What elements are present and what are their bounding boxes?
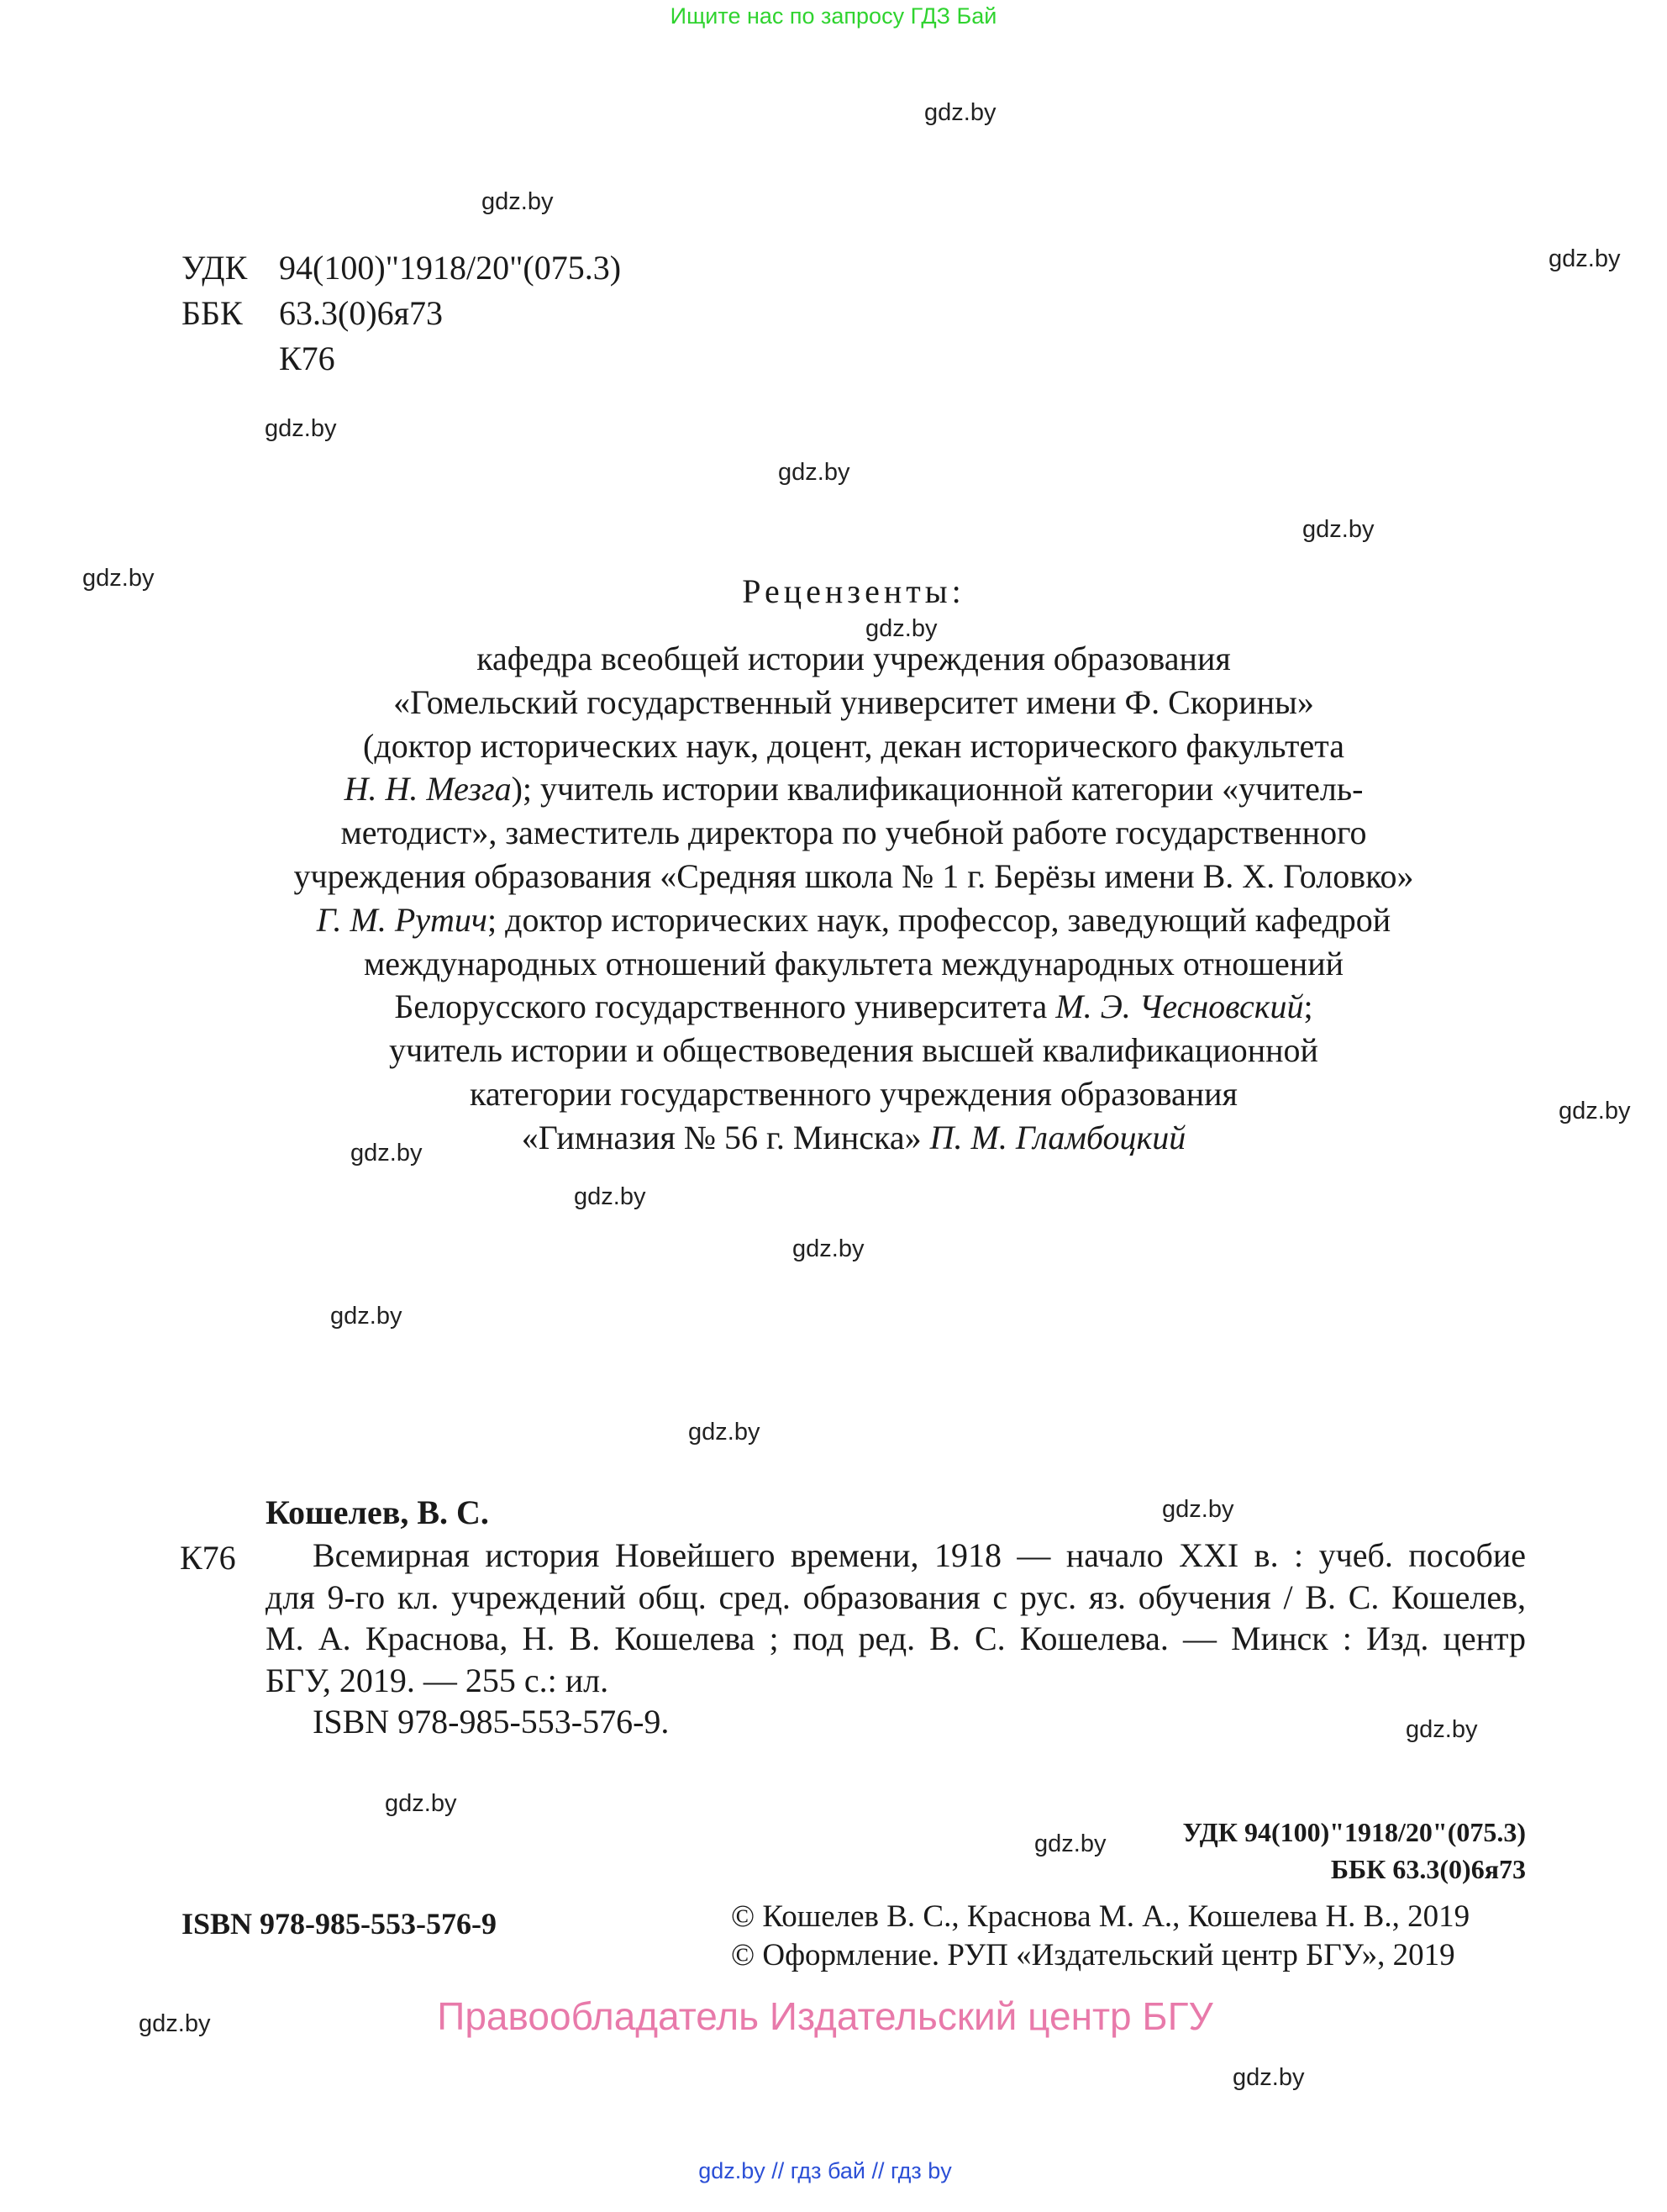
biblio-mark: К76 xyxy=(180,1539,236,1577)
reviewers-line xyxy=(0,985,1667,1029)
reviewers-line-text: Белорусского государственного университета xyxy=(394,988,1056,1026)
classification-bbk: ББК 63.3(0)6я73 xyxy=(1330,1854,1526,1884)
reviewers-line: «Гомельский государственный университет имени Ф. Скорины» xyxy=(393,682,1314,721)
watermark: gdz.by xyxy=(778,459,850,486)
biblio-description xyxy=(266,1535,1526,1743)
reviewers-line xyxy=(0,898,1667,942)
rights-holder: Правообладатель Издательский центр БГУ xyxy=(437,1994,1213,2038)
classification-block xyxy=(1182,1814,1526,1888)
biblio-line: для 9-го кл. учреждений общ. сред. образования с рус. яз. обучения / В. С. Кошелев, xyxy=(266,1577,1526,1616)
watermark: gdz.by xyxy=(1559,1098,1631,1124)
watermark: gdz.by xyxy=(385,1790,457,1817)
watermark: gdz.by xyxy=(82,565,155,592)
bbk-label: ББК xyxy=(181,294,243,332)
reviewers-line xyxy=(0,767,1667,811)
author-mark: К76 xyxy=(279,340,335,377)
udk-label: УДК xyxy=(181,249,248,287)
watermark: gdz.by xyxy=(1162,1496,1234,1523)
biblio-isbn: ISBN 978-985-553-576-9. xyxy=(313,1703,670,1741)
isbn: ISBN 978-985-553-576-9 xyxy=(181,1907,497,1941)
reviewers-line: методист», заместитель директора по учебной работе государственного xyxy=(340,814,1367,852)
watermark: gdz.by xyxy=(688,1419,760,1446)
biblio-line-text: Всемирная история Новейшего времени, 1918 — начало XXI в. : учеб. пособие xyxy=(313,1536,1526,1574)
watermark: gdz.by xyxy=(1549,245,1621,272)
reviewer-name: Г. М. Рутич xyxy=(316,900,487,939)
footer-links[interactable]: gdz.by // гдз бай // гдз by xyxy=(698,2158,952,2183)
watermark: gdz.by xyxy=(481,188,554,215)
copyright-line: © Оформление. РУП «Издательский центр БГУ», 2019 xyxy=(731,1938,1455,1972)
reviewers-line: категории государственного учреждения образования xyxy=(470,1074,1238,1113)
watermark: gdz.by xyxy=(350,1140,423,1167)
copyright-block xyxy=(731,1898,1470,1975)
biblio-line: М. А. Краснова, Н. В. Кошелева ; под ред. В. С. Кошелева. — Минск : Изд. центр xyxy=(266,1620,1526,1657)
biblio-line: БГУ, 2019. — 255 с.: ил. xyxy=(266,1661,609,1699)
watermark: gdz.by xyxy=(1034,1830,1107,1857)
biblio-line xyxy=(266,1535,1526,1577)
watermark: gdz.by xyxy=(865,615,938,642)
watermark: gdz.by xyxy=(139,2010,211,2037)
reviewer-name: П. М. Гламбоцкий xyxy=(929,1118,1186,1156)
reviewers-text xyxy=(0,637,1667,1160)
classification-udk: УДК 94(100)"1918/20"(075.3) xyxy=(1182,1817,1526,1847)
reviewers-line-text: ; xyxy=(1303,988,1313,1026)
watermark: gdz.by xyxy=(924,99,997,126)
reviewers-line: учитель истории и обществоведения высшей квалификационной xyxy=(389,1031,1318,1070)
watermark: gdz.by xyxy=(792,1235,865,1262)
watermark: gdz.by xyxy=(1233,2064,1305,2091)
udk-block xyxy=(181,245,621,382)
watermark: gdz.by xyxy=(265,415,337,442)
reviewers-line: международных отношений факультета международных отношений xyxy=(363,944,1344,982)
reviewer-name: Н. Н. Мезга xyxy=(344,770,512,808)
bbk-value: 63.3(0)6я73 xyxy=(279,294,444,332)
reviewers-line-text: «Гимназия № 56 г. Минска» xyxy=(521,1118,930,1156)
watermark: gdz.by xyxy=(330,1303,402,1330)
copyright-line: © Кошелев В. С., Краснова М. А., Кошелева Н. В., 2019 xyxy=(731,1899,1470,1934)
reviewer-name: М. Э. Чесновский xyxy=(1055,988,1304,1026)
watermark: gdz.by xyxy=(574,1183,646,1210)
reviewers-line: (доктор исторических наук, доцент, декан исторического факультета xyxy=(363,726,1344,765)
reviewers-line: учреждения образования «Средняя школа № 1 г. Берёзы имени В. Х. Головко» xyxy=(293,856,1414,895)
reviewers-line: кафедра всеобщей истории учреждения образования xyxy=(476,640,1231,677)
biblio-author: Кошелев, В. С. xyxy=(266,1493,489,1531)
reviewers-line-text: ); учитель истории квалификационной категории «учитель- xyxy=(511,770,1364,808)
reviewers-title: Рецензенты: xyxy=(742,572,965,610)
udk-value: 94(100)"1918/20"(075.3) xyxy=(279,249,622,287)
watermark: gdz.by xyxy=(1406,1716,1478,1743)
reviewers-line-text: ; доктор исторических наук, профессор, заведующий кафедрой xyxy=(487,900,1391,939)
biblio-line xyxy=(266,1701,1526,1743)
top-banner-link[interactable]: Ищите нас по запросу ГДЗ Бай xyxy=(670,3,997,29)
reviewers-line xyxy=(0,1116,1667,1160)
watermark: gdz.by xyxy=(1302,516,1375,543)
